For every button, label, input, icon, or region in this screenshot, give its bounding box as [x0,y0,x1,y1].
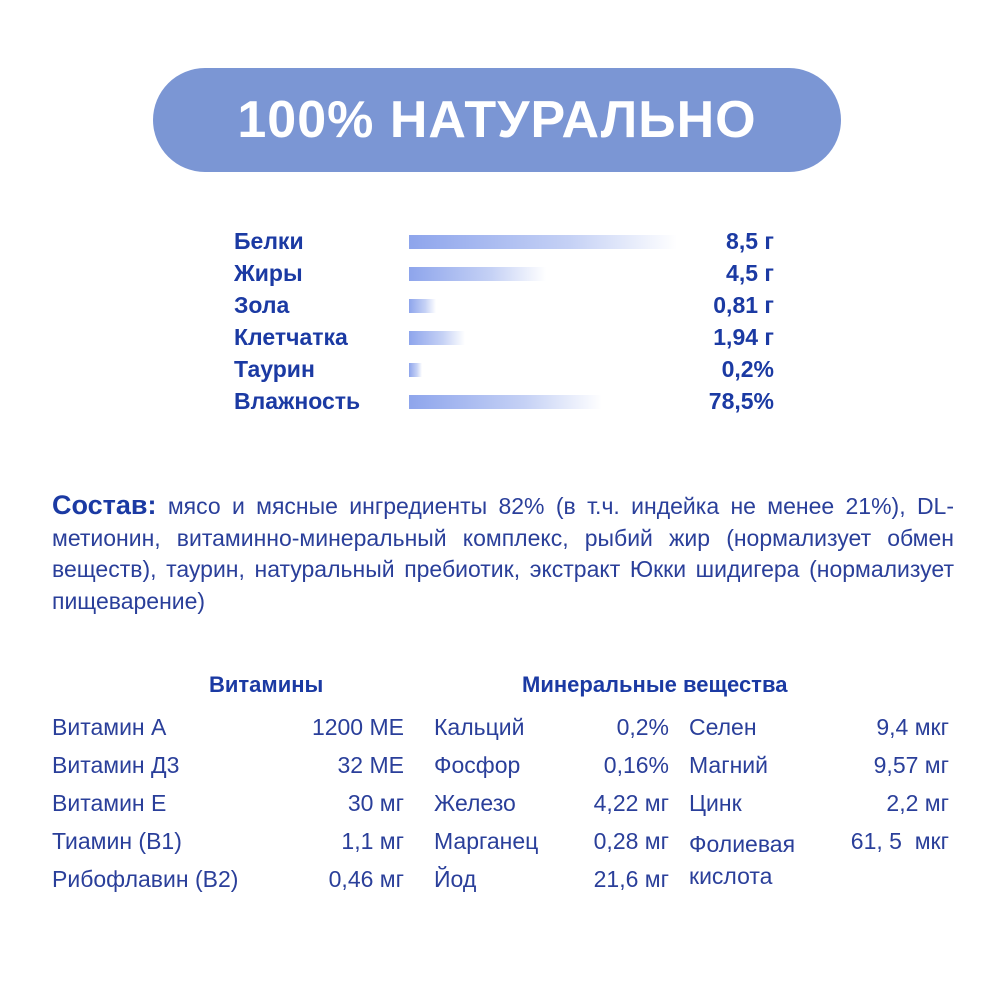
nutrient-value: 0,2% [721,356,774,382]
list-item [689,714,949,752]
minerals-heading: Минеральные вещества [522,672,788,697]
nutrient-bar [409,363,677,377]
nutrient-value: 1,94 г [713,324,774,350]
item-value: 9,4 мкг [876,714,949,740]
item-name: Железо [434,790,516,816]
list-item [434,866,669,904]
minerals-list-right [689,714,949,898]
list-item [52,752,404,790]
item-value: 2,2 мг [886,790,949,816]
nutrient-row-protein [234,226,774,258]
nutrient-row-ash [234,290,774,322]
item-value: 61, 5 мкг [850,828,949,854]
item-name: Витамин А [52,714,167,740]
list-item [434,752,669,790]
nutrient-label: Белки [234,228,304,254]
nutrient-label: Жиры [234,260,303,286]
item-name: Селен [689,714,757,740]
item-value: 4,22 мг [593,790,669,816]
nutrient-bar [409,267,677,281]
item-name: Фолиевая кислота [689,831,796,889]
item-name: Рибофлавин (В2) [52,866,239,892]
nutrient-label: Зола [234,292,290,318]
composition-label: Состав: [52,490,157,520]
nutrient-value: 4,5 г [726,260,774,286]
nutrient-label: Клетчатка [234,324,348,350]
item-value: 1,1 мг [341,828,404,854]
headline-title: 100% НАТУРАЛЬНО [237,91,757,149]
nutrient-bars [234,226,774,418]
nutrient-label: Таурин [234,356,315,382]
nutrient-bar-fill [409,395,602,409]
nutrient-bar-fill [409,363,422,377]
nutrient-label: Влажность [234,388,361,414]
item-value: 1200 МЕ [311,714,404,740]
list-item [52,790,404,828]
list-item [434,828,669,866]
composition-body: мясо и мясные ингредиенты 82% (в т.ч. индейка не менее 21%), DL-метионин, витаминно-минеральный комплекс, рыбий жир (нормализует обмен веществ), таурин, натуральный пребиотик, экстракт Юкки шидигера (нормализует пищеварение) [52,493,954,614]
list-item [52,828,404,866]
list-item [52,866,404,904]
headline-banner [153,68,841,172]
item-name: Кальций [434,714,525,740]
nutrient-bar [409,299,677,313]
item-name: Марганец [434,828,539,854]
item-name: Витамин Е [52,790,167,816]
item-name: Тиамин (В1) [52,828,182,854]
nutrient-value: 78,5% [708,388,774,414]
item-value: 0,46 мг [328,866,404,892]
list-item [434,714,669,752]
list-item [434,790,669,828]
item-name: Фосфор [434,752,521,778]
nutrient-value: 0,81 г [713,292,774,318]
item-value: 9,57 мг [873,752,949,778]
nutrient-value: 8,5 г [726,228,774,254]
item-name: Магний [689,752,768,778]
item-name: Йод [434,866,477,892]
nutrient-bar-fill [409,331,465,345]
nutrient-bar [409,235,677,249]
list-item [689,828,949,898]
vitamins-heading: Витамины [209,672,324,697]
item-value: 0,28 мг [593,828,669,854]
nutrient-bar-fill [409,235,677,249]
item-value: 21,6 мг [593,866,669,892]
nutrient-row-taurine [234,354,774,386]
nutrient-bar-fill [409,299,436,313]
nutrient-bar [409,331,677,345]
item-value: 32 МЕ [337,752,404,778]
composition-text [52,490,954,617]
list-item [52,714,404,752]
nutrient-bar [409,395,677,409]
minerals-list-left [434,714,669,904]
item-value: 0,2% [616,714,669,740]
nutrient-row-fat [234,258,774,290]
list-item [689,752,949,790]
nutrient-row-fiber [234,322,774,354]
list-item [689,790,949,828]
item-name: Цинк [689,790,742,816]
item-name: Витамин Д3 [52,752,180,778]
vitamins-list [52,714,404,904]
nutrient-bar-fill [409,267,546,281]
item-value: 0,16% [603,752,669,778]
nutrient-row-moisture [234,386,774,418]
item-value: 30 мг [347,790,404,816]
